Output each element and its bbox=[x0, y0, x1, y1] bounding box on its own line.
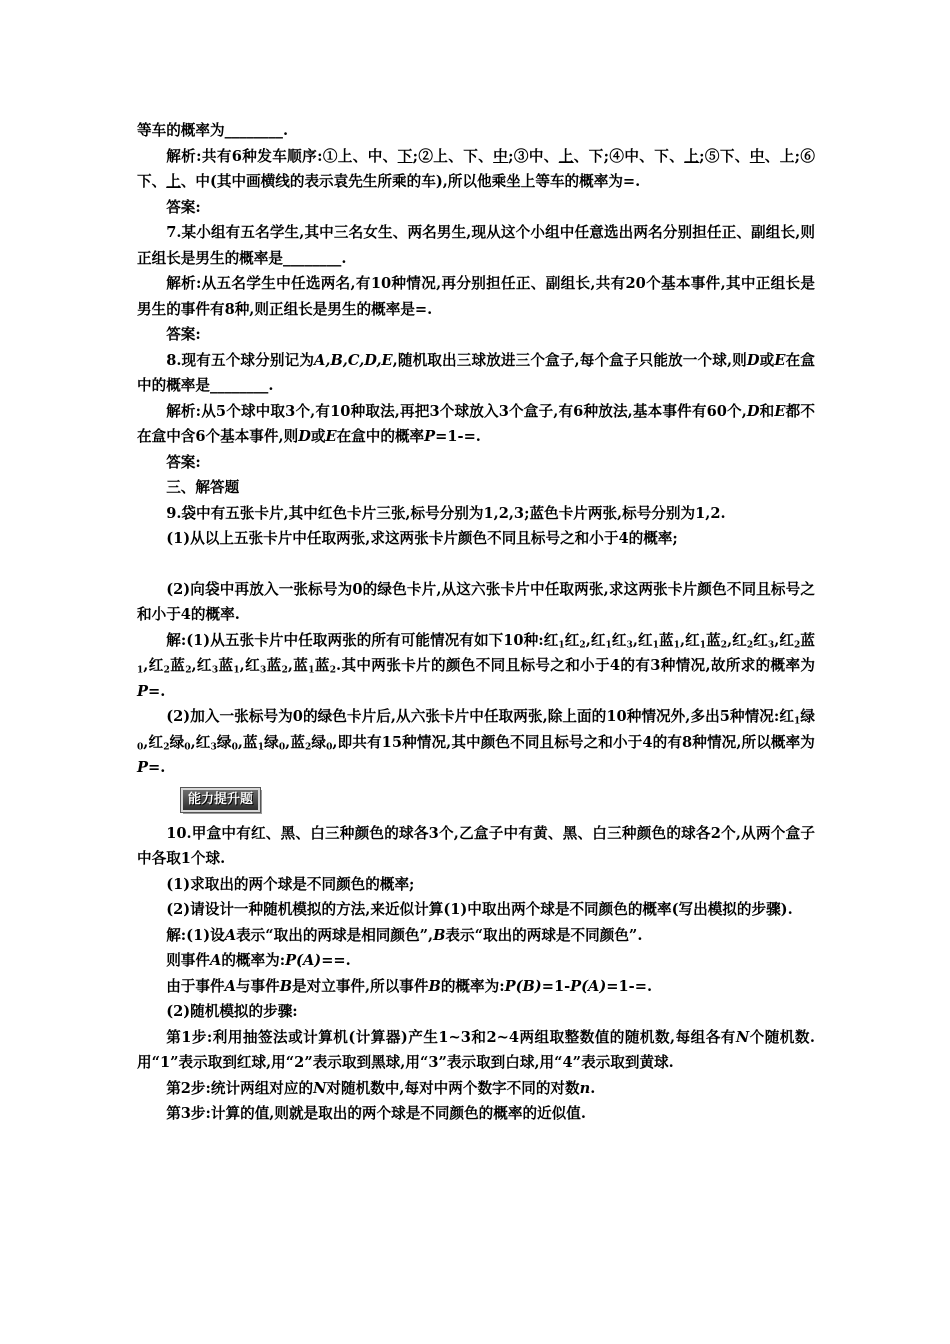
q10-step-2: 第2步:统计两组对应的N对随机数中,每对中两个数字不同的对数n. bbox=[166, 1079, 596, 1097]
q9-solution-1: 解:(1)从五张卡片中任取两张的所有可能情况有如下10种:红$_1$红$_2$,红$_1$红$_3$,红$_1$蓝$_1$,红$_1$蓝$_2$,红$_2$红$_3$,红$_2$蓝$_1$,红$_2$蓝$_2$,红$_3$蓝$_1$,红$_3$蓝$_2$,蓝$_1$蓝$_2$.其中两张卡片的颜色不同且标号之和小于4的有3种情况,故所求的概率为P=. bbox=[137, 631, 815, 700]
section-heading-3: 三、解答题 bbox=[166, 479, 240, 496]
q8-analysis: 解析:从5个球中取3个,有10种取法,再把3个球放入3个盒子,有6种放法,基本事件有60个,D和E都不在盒中含6个基本事件,则D或E在盒中的概率P=1-=. bbox=[137, 402, 815, 445]
q9-part1: (1)从以上五张卡片中任取两张,求这两张卡片颜色不同且标号之和小于4的概率; bbox=[166, 530, 678, 547]
q7-stem: 7.某小组有五名学生,其中三名女生、两名男生,现从这个小组中任意选出两名分别担任正、副组长,则正组长是男生的概率是________. bbox=[137, 224, 815, 267]
ability-section-badge: 能力提升题 bbox=[181, 788, 260, 812]
blank-gap bbox=[137, 552, 815, 577]
q6-answer: 答案: bbox=[166, 198, 201, 216]
q10-solution-1: 解:(1)设A表示“取出的两球是相同颜色”,B表示“取出的两球是不同颜色”. bbox=[166, 926, 643, 944]
q6-analysis: 解析:共有6种发车顺序:①上、中、下;②上、下、中;③中、上、下;④中、下、上;⑤下、中、上;⑥下、上、中(其中画横线的表示袁先生所乘的车),所以他乘坐上等车的概率为=. bbox=[137, 147, 815, 190]
q10-part1: (1)求取出的两个球是不同颜色的概率; bbox=[166, 875, 415, 893]
q9-solution-2: (2)加入一张标号为0的绿色卡片后,从六张卡片中任取两张,除上面的10种情况外,多出5种情况:红$_1$绿$_0$,红$_2$绿$_0$,红$_3$绿$_0$,蓝$_1$绿$_0$,蓝$_2$绿$_0$,即共有15种情况,其中颜色不同且标号之和小于4的有8种情况,所以概率为P=. bbox=[137, 708, 815, 776]
q10-step-1: 第1步:利用抽签法或计算机(计算器)产生1~3和2~4两组取整数值的随机数,每组各有N个随机数.用“1”表示取到红球,用“2”表示取到黑球,用“3”表示取到白球,用“4”表示取到黄球. bbox=[137, 1028, 815, 1071]
q10-solution-3: 由于事件A与事件B是对立事件,所以事件B的概率为:P(B)=1-P(A)=1-=. bbox=[166, 977, 653, 995]
q7-answer: 答案: bbox=[166, 326, 201, 343]
q10-solution-4: (2)随机模拟的步骤: bbox=[166, 1003, 298, 1020]
q9-part2: (2)向袋中再放入一张标号为0的绿色卡片,从这六张卡片中任取两张,求这两张卡片颜色不同且标号之和小于4的概率. bbox=[137, 580, 815, 623]
q10-solution-2: 则事件A的概率为:P(A)==. bbox=[166, 952, 351, 969]
q7-analysis: 解析:从五名学生中任选两名,有10种情况,再分别担任正、副组长,共有20个基本事件,其中正组长是男生的事件有8种,则正组长是男生的概率是=. bbox=[137, 275, 815, 318]
q6-stem-tail: 等车的概率为________. bbox=[137, 122, 289, 139]
q9-stem: 9.袋中有五张卡片,其中红色卡片三张,标号分别为1,2,3;蓝色卡片两张,标号分别为1,2. bbox=[166, 504, 726, 522]
document-page bbox=[137, 118, 815, 1127]
q10-part2: (2)请设计一种随机模拟的方法,来近似计算(1)中取出两个球是不同颜色的概率(写出模拟的步骤). bbox=[166, 901, 793, 918]
q10-stem: 10.甲盒中有红、黑、白三种颜色的球各3个,乙盒子中有黄、黑、白三种颜色的球各2个,从两个盒子中各取1个球. bbox=[137, 824, 815, 867]
q10-step-3: 第3步:计算的值,则就是取出的两个球是不同颜色的概率的近似值. bbox=[166, 1105, 586, 1122]
q8-answer: 答案: bbox=[166, 453, 201, 471]
q8-stem: 8.现有五个球分别记为A,B,C,D,E,随机取出三球放进三个盒子,每个盒子只能放一个球,则D或E在盒中的概率是________. bbox=[137, 351, 815, 394]
